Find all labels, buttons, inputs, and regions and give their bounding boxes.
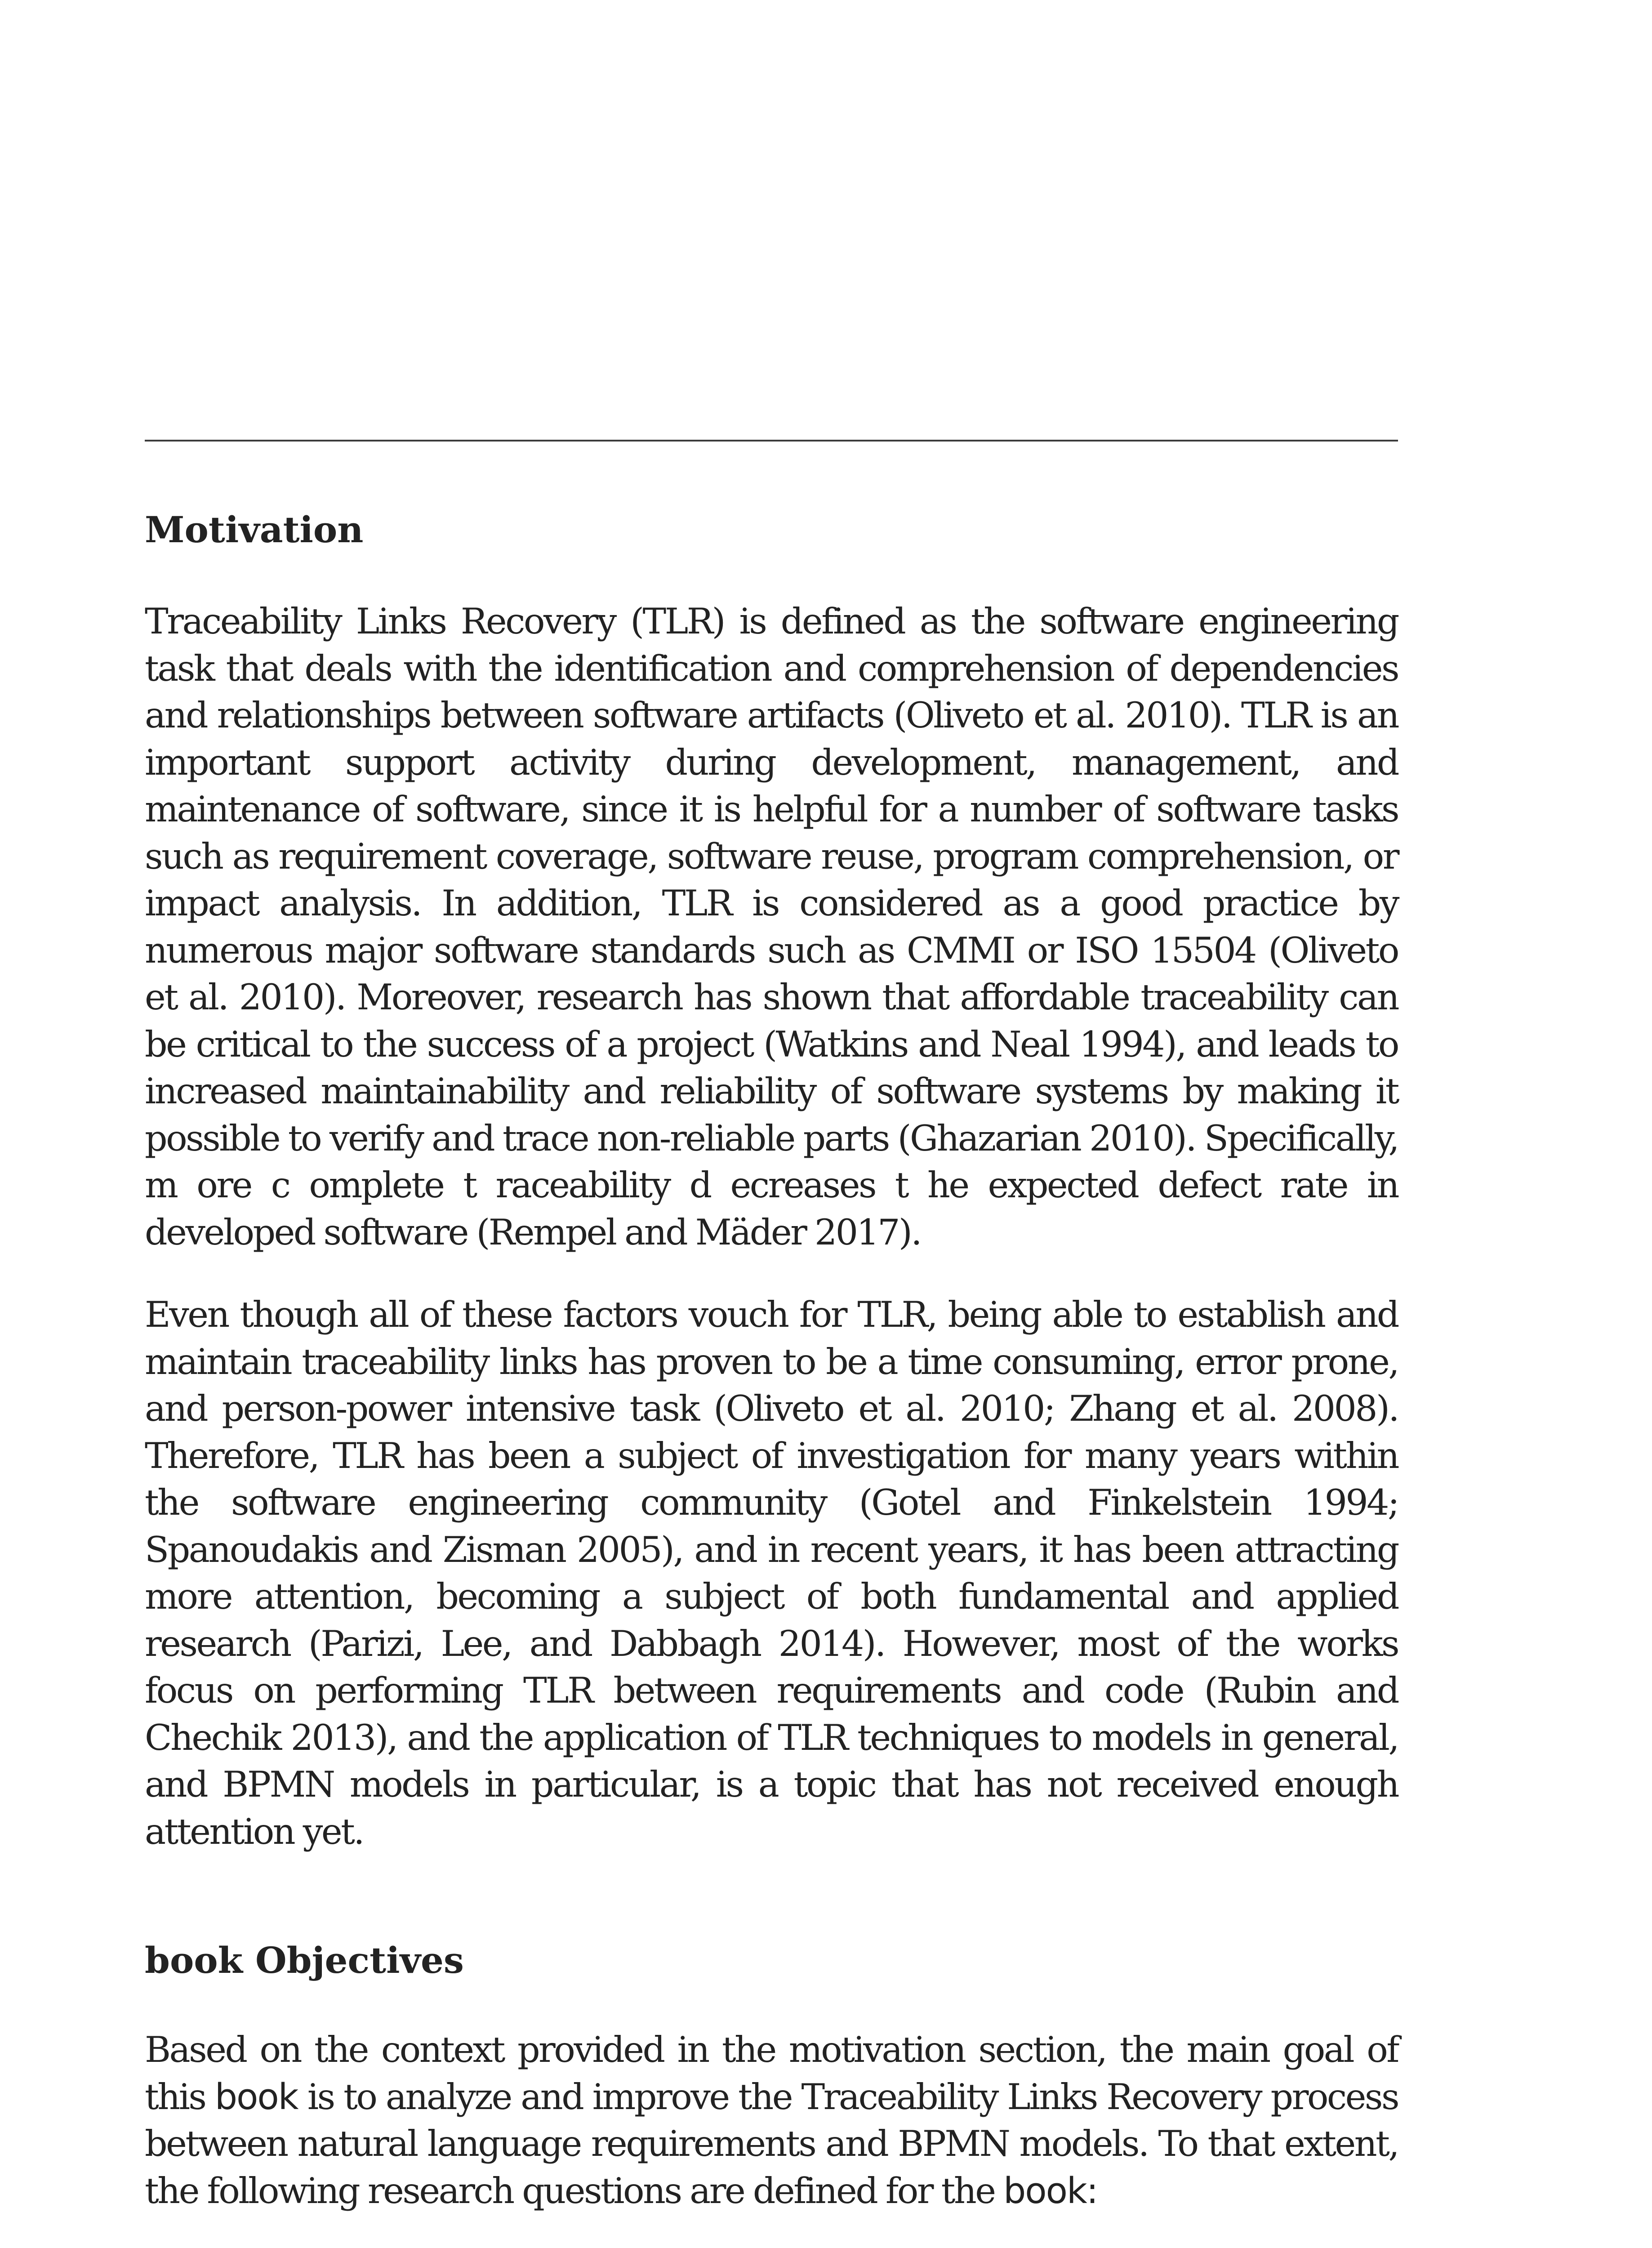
objectives-term-book: book — [214, 2076, 298, 2118]
objectives-text-part2: is to analyze and improve the Traceability Links Recovery process between natural language requirements and BPMN models. To that extent, the following research questions are defined for the — [145, 2076, 1398, 2212]
objectives-text-part1: Based on the context provided in the motivation section, the main goal of this — [145, 2029, 1398, 2118]
section-heading-objectives: book Objectives — [145, 1939, 464, 1981]
section-heading-motivation: Motivation — [145, 508, 364, 551]
motivation-paragraph-2: Even though all of these factors vouch for TLR, being able to establish and maintain traceability links has proven to be a time consuming, error prone, and person-power intensive task (Oliveto et al. 2010; Zhang et al. 2008). Therefore, TLR has been a subject of investigation for many years within the software engineering community (Gotel and Finkelstein 1994; Spanoudakis and Zisman 2005), and in recent years, it has been attracting more attention, becoming a subject of both fundamental and applied research (Parizi, Lee, and Dabbagh 2014). However, most of the works focus on performing TLR between requirements and code (Rubin and Chechik 2013), and the application of TLR techniques to models in general, and BPMN models in particular, is a topic that has not received enough attention yet. — [145, 1294, 1398, 1852]
objectives-paragraph — [145, 2026, 1398, 2214]
motivation-paragraph-1: Traceability Links Recovery (TLR) is defined as the software engineering task that deals with the identification and comprehension of dependencies and relationships between software artifacts (Oliveto et al. 2010). TLR is an important support activity during development, management, and maintenance of software, since it is helpful for a number of software tasks such as requirement coverage, software reuse, program comprehension, or impact analysis. In addition, TLR is considered as a good practice by numerous major software standards such as CMMI or ISO 15504 (Oliveto et al. 2010). Moreover, research has shown that affordable traceability can be critical to the success of a project (Watkins and Neal 1994), and leads to increased maintainability and reliability of software systems by making it possible to verify and trace non-reliable parts (Ghazarian 2010). Specifically, m ore c omplete t raceability d ecreases t he expected defect rate in developed software (Rempel and Mäder 2017). — [145, 601, 1398, 1253]
header-rule — [145, 440, 1398, 442]
objectives-term-book-2: book: — [1003, 2170, 1098, 2212]
